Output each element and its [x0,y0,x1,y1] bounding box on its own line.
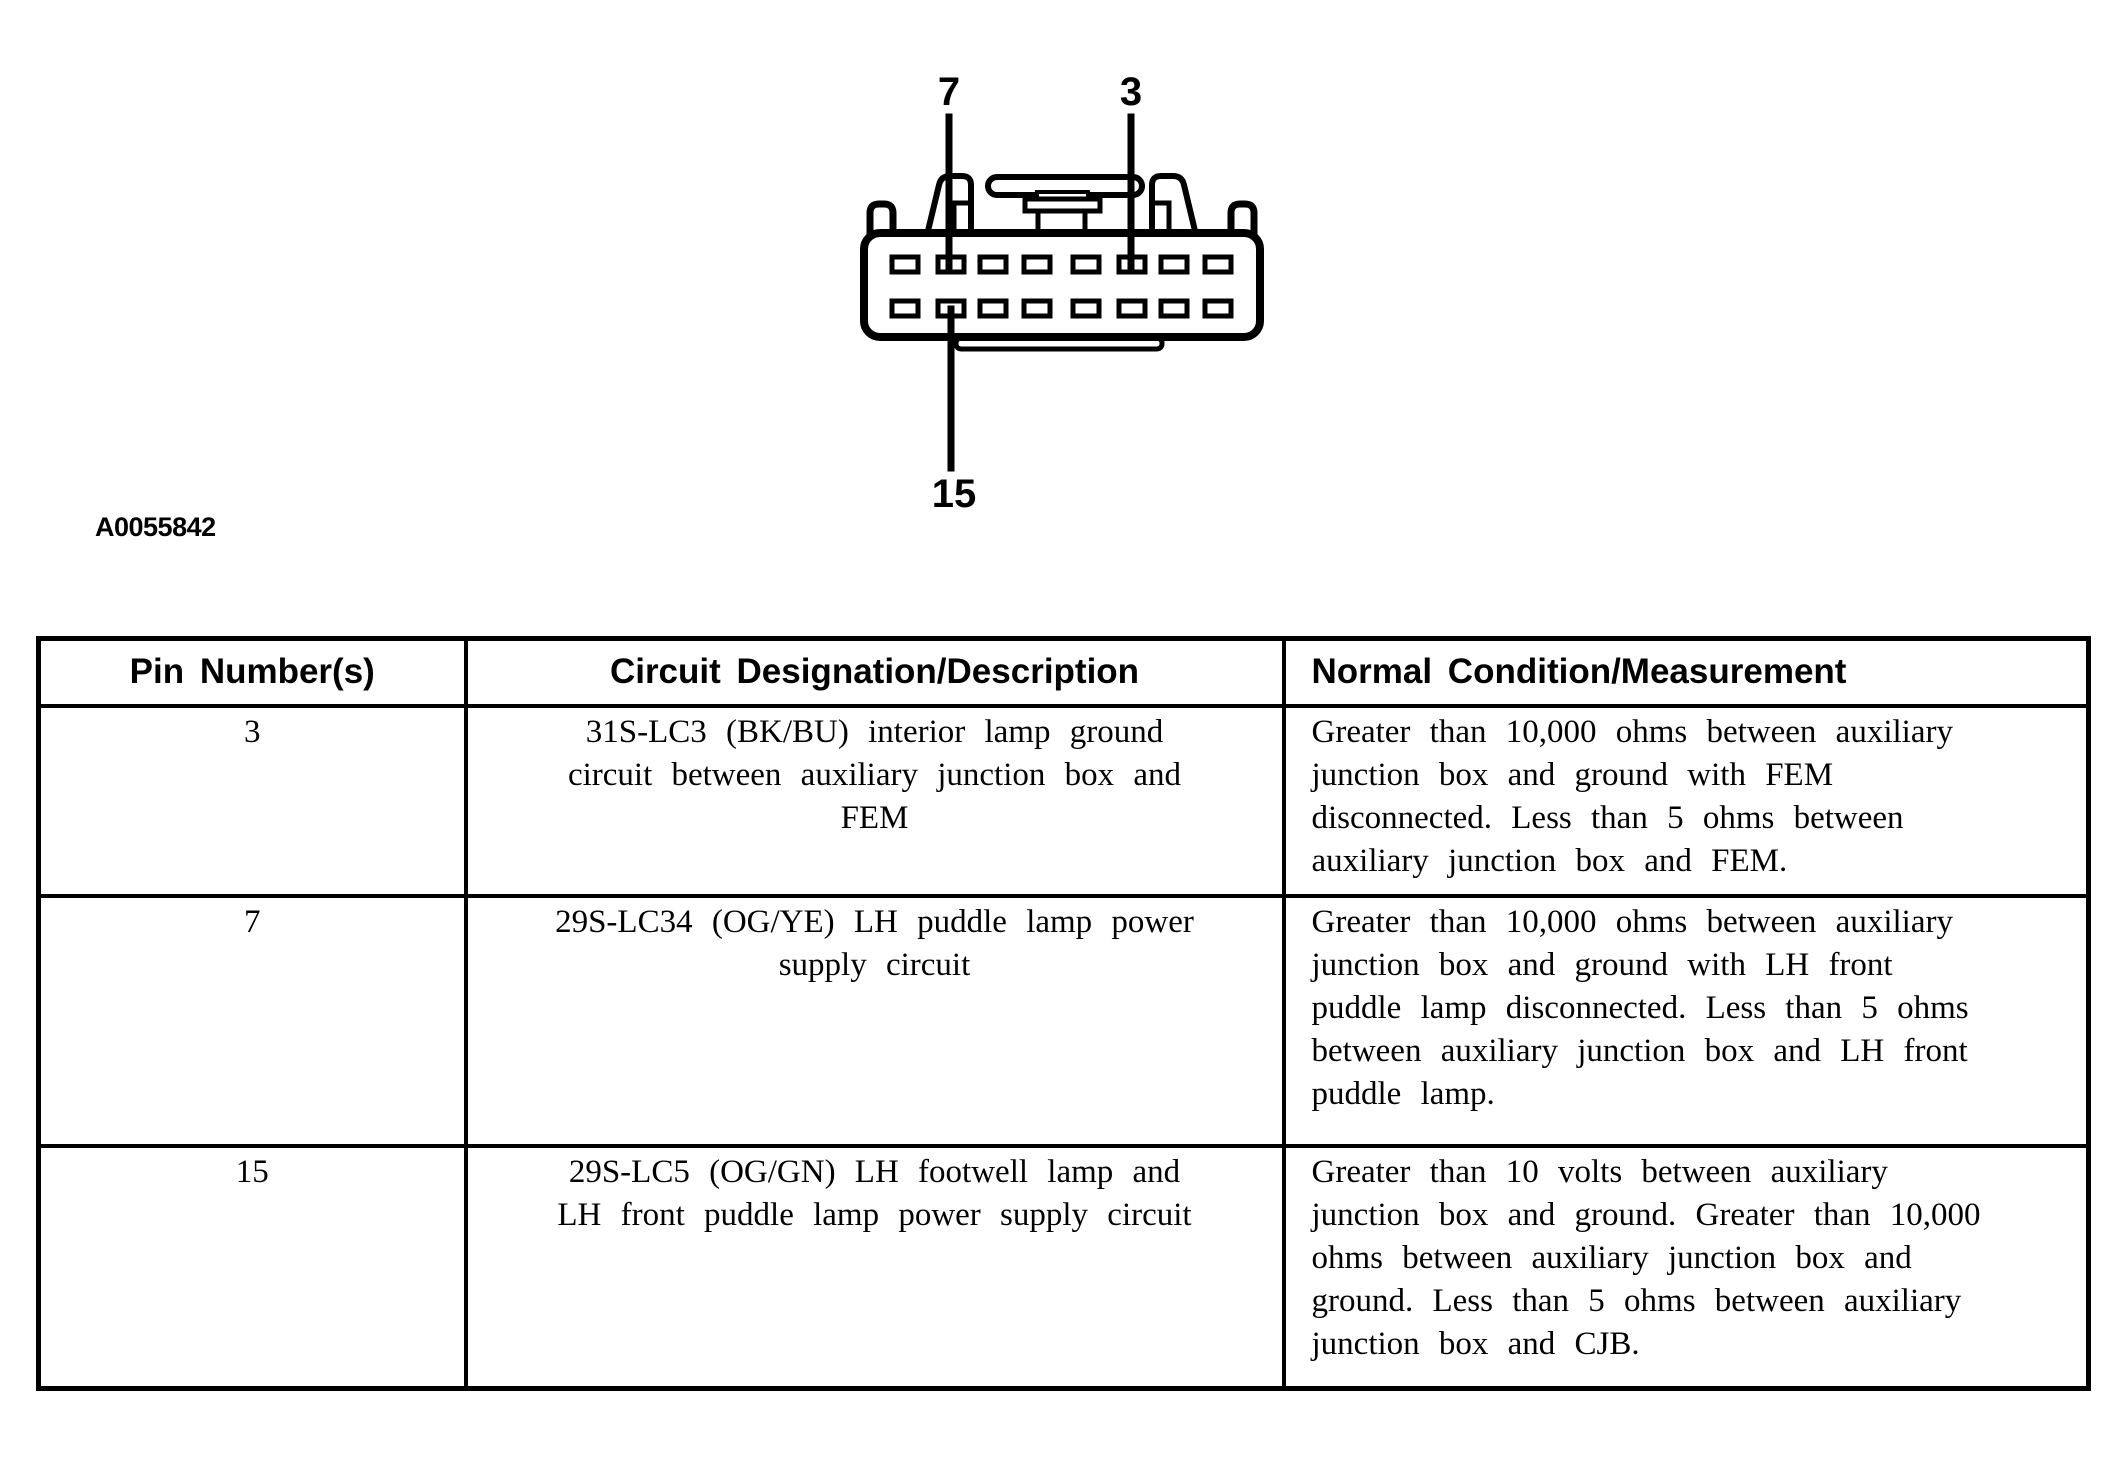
connector-svg [850,55,1290,515]
pin-table [36,636,2091,1391]
cell-line: Greater than 10,000 ohms between auxiliary [1311,903,1953,940]
pin-slot [1073,301,1099,316]
circuit-description-cell [466,1146,1284,1389]
cell-line: 29S-LC5 (OG/GN) LH footwell lamp and [568,1153,1181,1190]
normal-condition-cell [1284,896,2089,1146]
cell-line: junction box and ground. Greater than 10,000 [1311,1196,1981,1233]
cell-line: puddle lamp disconnected. Less than 5 ohms [1311,989,1969,1026]
col-header-normal-condition: Normal Condition/Measurement [1284,639,2089,706]
cell-line: Greater than 10,000 ohms between auxiliary [1311,713,1953,750]
pin-slot [1073,257,1099,272]
circuit-description-cell [466,896,1284,1146]
connector-body [864,233,1260,337]
col-header-circuit-designation: Circuit Designation/Description [466,639,1284,706]
cell-line: between auxiliary junction box and LH front [1311,1032,1968,1069]
pin-slot [1024,257,1050,272]
cell-line: ground. Less than 5 ohms between auxiliary [1311,1282,1962,1319]
table-row [39,896,2089,1146]
cell-line: junction box and ground with LH front [1311,946,1893,983]
callout-label-15: 15 [931,472,977,515]
circuit-description-cell [466,706,1284,896]
table-row [39,1146,2089,1389]
cell-line: Greater than 10 volts between auxiliary [1311,1153,1888,1190]
figure-id: A0055842 [95,512,216,542]
cell-line: supply circuit [778,946,971,983]
pin-slot [1119,301,1145,316]
pin-number-cell: 3 [39,706,466,896]
cell-line: LH front puddle lamp power supply circuit [557,1196,1192,1233]
pin-slot [1161,257,1187,272]
cell-line: junction box and CJB. [1311,1325,1640,1362]
table-row [39,706,2089,896]
normal-condition-cell [1284,706,2089,896]
pin-number-cell: 7 [39,896,466,1146]
cell-line: disconnected. Less than 5 ohms between [1311,799,1904,836]
connector-diagram [850,55,1290,515]
cell-line: puddle lamp. [1311,1075,1495,1112]
pin-slot [980,257,1006,272]
cell-line: junction box and ground with FEM [1311,756,1834,793]
table-header-row [39,639,2089,706]
callout-label-7: 7 [937,70,961,114]
col-header-pin-numbers: Pin Number(s) [39,639,466,706]
pin-slot [980,301,1006,316]
cell-line: FEM [840,799,909,836]
cell-line: ohms between auxiliary junction box and [1311,1239,1912,1276]
callout-label-3: 3 [1119,70,1143,114]
pin-slot [1205,257,1231,272]
pin-slot [1205,301,1231,316]
pin-slot [892,301,918,316]
cell-line: 29S-LC34 (OG/YE) LH puddle lamp power [555,903,1194,940]
cell-line: circuit between auxiliary junction box and [567,756,1182,793]
cell-line: auxiliary junction box and FEM. [1311,842,1788,879]
pin-slot [892,257,918,272]
cell-line: 31S-LC3 (BK/BU) interior lamp ground [585,713,1164,750]
pin-number-cell: 15 [39,1146,466,1389]
normal-condition-cell [1284,1146,2089,1389]
pin-slot [1024,301,1050,316]
pin-slot [1161,301,1187,316]
